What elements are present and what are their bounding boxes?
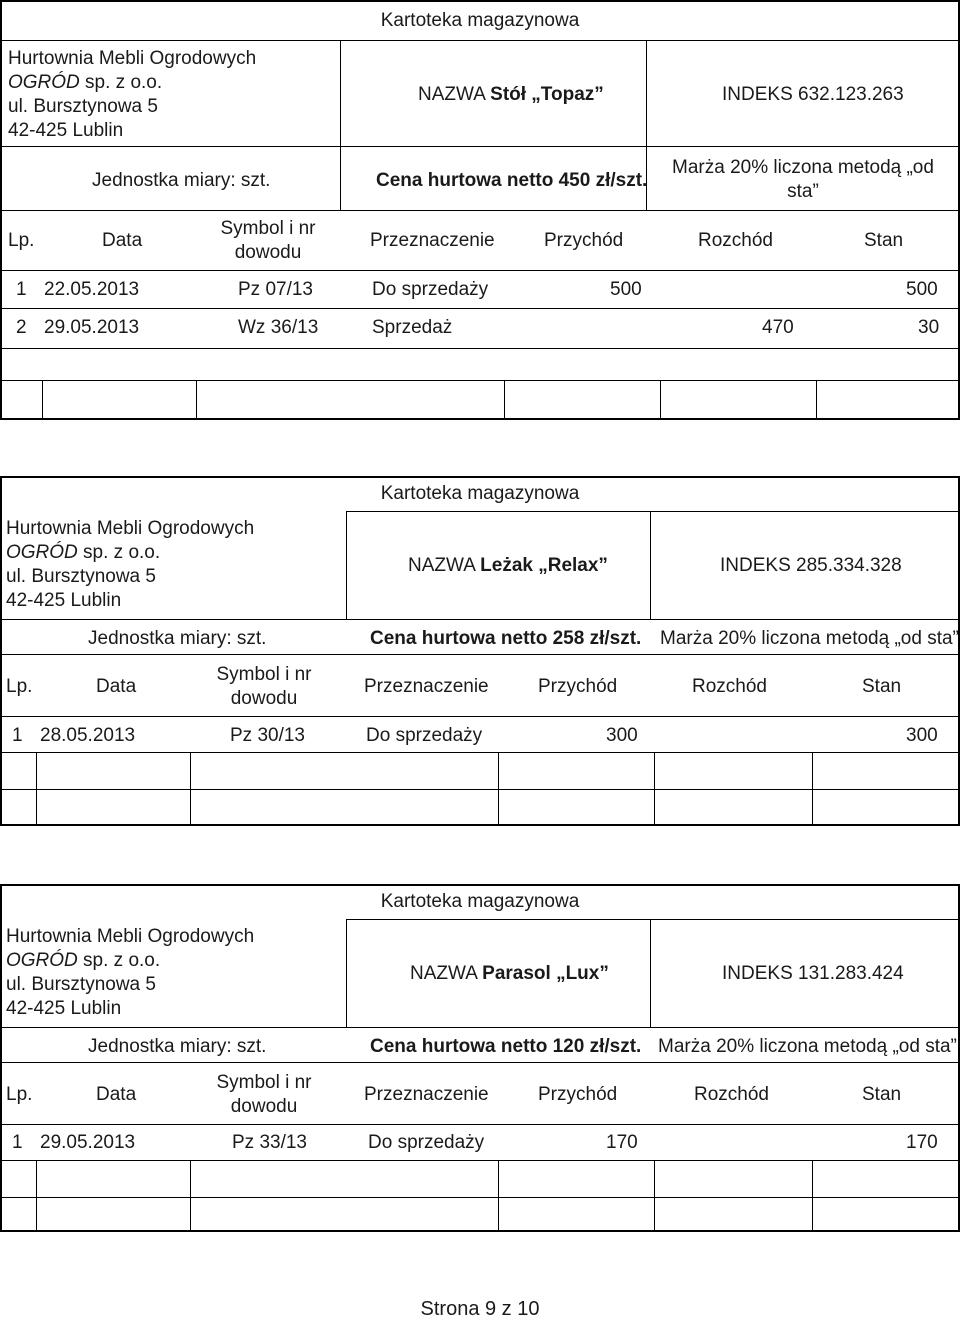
row-przeznaczenie: Do sprzedaży <box>366 725 483 746</box>
product-name: NAZWA Leżak „Relax” <box>408 555 608 576</box>
header-rozchod: Rozchód <box>692 676 767 697</box>
card-title: Kartoteka magazynowa <box>380 483 580 504</box>
stock-card-relax <box>0 476 960 826</box>
row-data: 29.05.2013 <box>40 1132 136 1153</box>
stock-card-topaz <box>0 0 960 420</box>
row-data: 29.05.2013 <box>44 317 140 338</box>
row-przeznaczenie: Do sprzedaży <box>372 279 489 300</box>
header-przychod: Przychód <box>538 1084 618 1105</box>
company-street: ul. Bursztynowa 5 <box>6 566 156 587</box>
header-przychod: Przychód <box>544 230 624 251</box>
row-lp: 1 <box>16 279 27 300</box>
company-city: 42-425 Lublin <box>6 590 122 611</box>
margin-line-2: sta” <box>787 181 819 202</box>
product-index: INDEKS 285.334.328 <box>720 555 902 576</box>
row-przychod: 500 <box>610 279 642 300</box>
stock-card-lux <box>0 884 960 1234</box>
unit-of-measure: Jednostka miary: szt. <box>92 170 271 191</box>
row-przychod: 300 <box>606 725 638 746</box>
company-street: ul. Bursztynowa 5 <box>6 974 156 995</box>
card-title: Kartoteka magazynowa <box>380 10 580 31</box>
header-data: Data <box>96 676 137 697</box>
row-rozchod: 470 <box>762 317 794 338</box>
margin-method: Marża 20% liczona metodą „od sta” <box>658 1036 957 1057</box>
header-symbol-2: dowodu <box>230 1096 298 1117</box>
row-stan: 300 <box>906 725 938 746</box>
header-przychod: Przychód <box>538 676 618 697</box>
header-lp: Lp. <box>6 676 33 697</box>
row-symbol: Pz 07/13 <box>238 279 313 300</box>
header-rozchod: Rozchód <box>694 1084 769 1105</box>
header-symbol: Symbol i nr <box>216 1072 312 1093</box>
wholesale-price: Cena hurtowa netto 120 zł/szt. <box>370 1036 642 1057</box>
header-symbol: Symbol i nr <box>216 664 312 685</box>
company-name: Hurtownia Mebli Ogrodowych <box>6 926 255 947</box>
card-title: Kartoteka magazynowa <box>380 891 580 912</box>
header-przeznaczenie: Przeznaczenie <box>364 676 489 697</box>
header-rozchod: Rozchód <box>698 230 773 251</box>
row-przeznaczenie: Sprzedaż <box>372 317 453 338</box>
row-symbol: Wz 36/13 <box>238 317 319 338</box>
header-przeznaczenie: Przeznaczenie <box>370 230 495 251</box>
row-lp: 1 <box>12 725 23 746</box>
row-stan: 500 <box>906 279 938 300</box>
row-przychod: 170 <box>606 1132 638 1153</box>
row-lp: 1 <box>12 1132 23 1153</box>
header-przeznaczenie: Przeznaczenie <box>364 1084 489 1105</box>
page-number: Strona 9 z 10 <box>420 1298 540 1320</box>
header-stan: Stan <box>862 676 902 697</box>
header-data: Data <box>102 230 143 251</box>
company-legal: OGRÓD sp. z o.o. <box>6 542 161 563</box>
company-street: ul. Bursztynowa 5 <box>8 96 158 117</box>
company-legal: OGRÓD sp. z o.o. <box>8 72 163 93</box>
header-symbol: Symbol i nr <box>220 218 316 239</box>
header-symbol-2: dowodu <box>234 242 302 263</box>
unit-of-measure: Jednostka miary: szt. <box>88 628 267 649</box>
company-legal: OGRÓD sp. z o.o. <box>6 950 161 971</box>
row-lp: 2 <box>16 317 27 338</box>
row-symbol: Pz 33/13 <box>232 1132 307 1153</box>
product-name: NAZWA Stół „Topaz” <box>418 84 604 105</box>
wholesale-price: Cena hurtowa netto 258 zł/szt. <box>370 628 642 649</box>
header-stan: Stan <box>864 230 904 251</box>
row-stan: 30 <box>918 317 940 338</box>
wholesale-price: Cena hurtowa netto 450 zł/szt. <box>376 170 648 191</box>
product-index: INDEKS 632.123.263 <box>722 84 904 105</box>
header-lp: Lp. <box>6 1084 33 1105</box>
row-data: 28.05.2013 <box>40 725 136 746</box>
row-stan: 170 <box>906 1132 938 1153</box>
company-name: Hurtownia Mebli Ogrodowych <box>8 48 257 69</box>
company-city: 42-425 Lublin <box>8 120 124 141</box>
row-przeznaczenie: Do sprzedaży <box>368 1132 485 1153</box>
margin-line-1: Marża 20% liczona metodą „od <box>672 157 934 178</box>
product-name: NAZWA Parasol „Lux” <box>410 963 609 984</box>
row-data: 22.05.2013 <box>44 279 140 300</box>
header-stan: Stan <box>862 1084 902 1105</box>
header-symbol-2: dowodu <box>230 688 298 709</box>
header-data: Data <box>96 1084 137 1105</box>
company-name: Hurtownia Mebli Ogrodowych <box>6 518 255 539</box>
unit-of-measure: Jednostka miary: szt. <box>88 1036 267 1057</box>
company-city: 42-425 Lublin <box>6 998 122 1019</box>
product-index: INDEKS 131.283.424 <box>722 963 904 984</box>
margin-method: Marża 20% liczona metodą „od sta” <box>660 628 959 649</box>
row-symbol: Pz 30/13 <box>230 725 305 746</box>
header-lp: Lp. <box>8 230 35 251</box>
